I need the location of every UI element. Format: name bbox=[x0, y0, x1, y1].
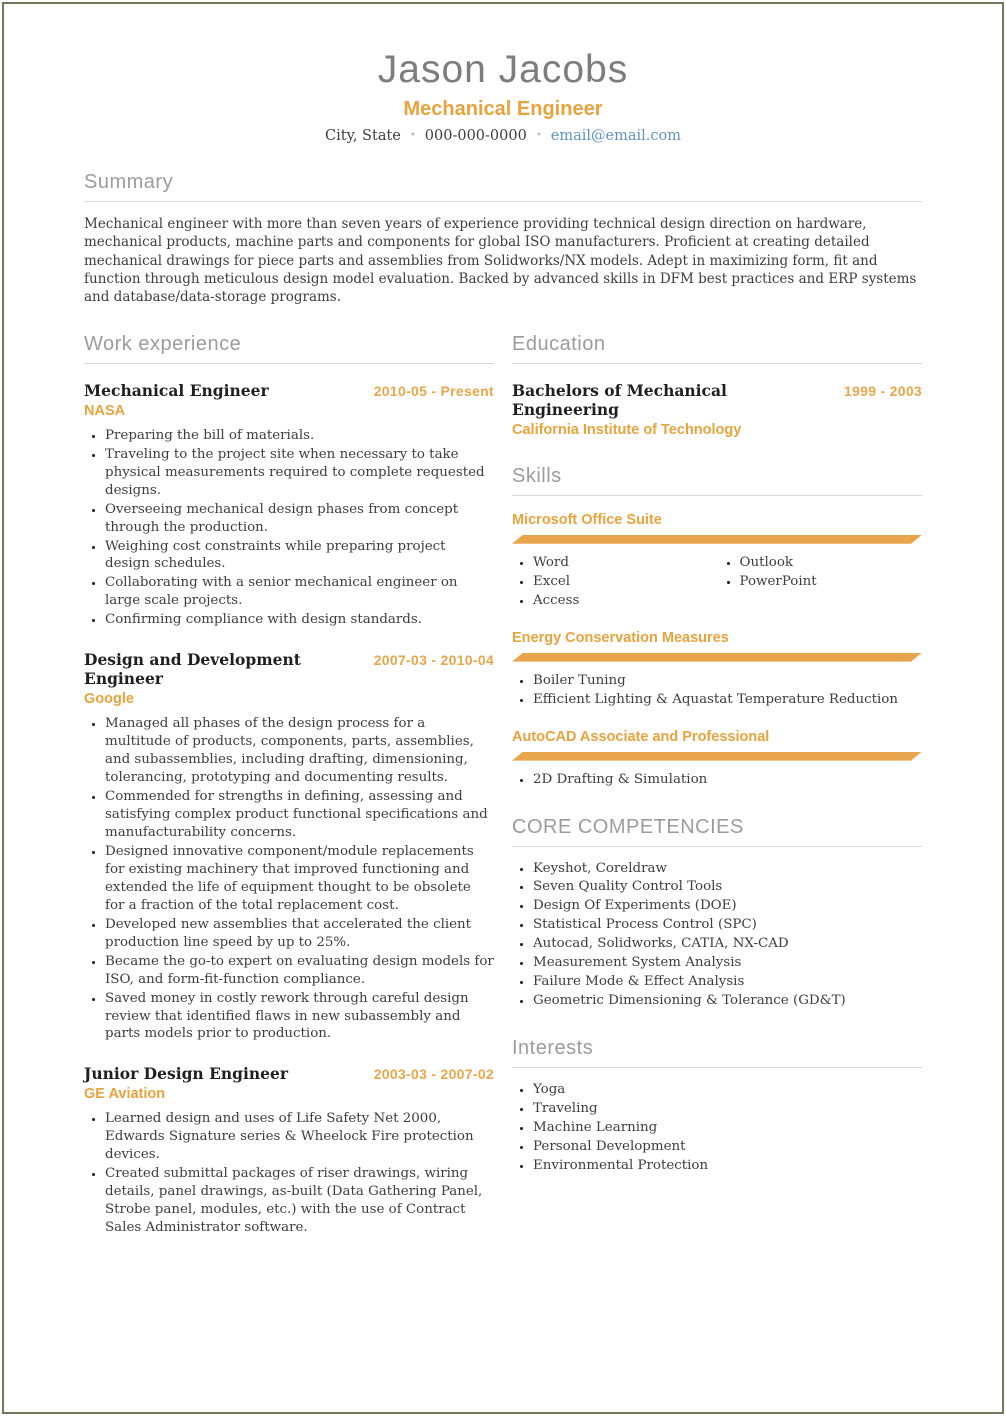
education-dates: 1999 - 2003 bbox=[843, 382, 922, 399]
education-entry bbox=[512, 381, 922, 438]
job-title: Mechanical Engineer bbox=[84, 380, 269, 400]
job-entry bbox=[84, 650, 494, 1043]
job-company: GE Aviation bbox=[84, 1086, 166, 1103]
core-competency-item: • Autocad, Solidworks, CATIA, NX-CAD bbox=[533, 935, 922, 953]
skill-item-list bbox=[512, 771, 922, 789]
summary-text: Mechanical engineer with more than seven years of experience providing technical design direction on hardware, mechanical products, machine parts and components for global ISO manufacturers. Proficient at creating detailed mechanical drawings for piece parts and assemblies from Solidworks/NX models. Adept in maximizing form, fit and function through meticulous design model evaluation. Backed by advanced skills in DFM best practices and ERP systems and database/data-storage programs. bbox=[84, 216, 917, 306]
core-competency-list bbox=[512, 860, 922, 1011]
core-competency-item: • Keyshot, Coreldraw bbox=[533, 860, 922, 878]
contact-line bbox=[84, 128, 922, 144]
job-bullet: • Collaborating with a senior mechanical engineer on large scale projects. bbox=[105, 574, 494, 610]
job-bullet-list bbox=[84, 1110, 494, 1237]
skill-item: • Outlook bbox=[740, 554, 923, 572]
job-title: Design and Development Engineer bbox=[84, 650, 301, 689]
job-bullet: • Saved money in costly rework through careful design review that identified flaws in new subassembly and parts models prior to production. bbox=[105, 990, 494, 1044]
job-bullet-list bbox=[84, 427, 494, 629]
job-bullet: • Learned design and uses of Life Safety Net 2000, Edwards Signature series & Wheelock Fire protection devices. bbox=[105, 1110, 494, 1164]
job-bullet: • Became the go-to expert on evaluating design models for ISO, and form-fit-function compliance. bbox=[105, 953, 494, 989]
job-entry bbox=[84, 381, 494, 629]
interest-item: • Personal Development bbox=[533, 1138, 922, 1156]
interest-item: • Traveling bbox=[533, 1100, 922, 1118]
education-section bbox=[512, 333, 922, 438]
core-competency-item: • Statistical Process Control (SPC) bbox=[533, 916, 922, 934]
work-experience-heading: Work experience bbox=[84, 333, 494, 364]
person-title: Mechanical Engineer bbox=[403, 98, 603, 120]
degree-title: Bachelors of Mechanical Engineering bbox=[512, 380, 727, 419]
job-bullet: • Developed new assemblies that accelerated the client production line speed by up to 25%. bbox=[105, 916, 494, 952]
interest-item: • Environmental Protection bbox=[533, 1157, 922, 1175]
skill-item: • PowerPoint bbox=[740, 573, 923, 591]
job-title: Junior Design Engineer bbox=[84, 1064, 289, 1084]
interests-section bbox=[512, 1037, 922, 1175]
job-bullet: • Weighing cost constraints while preparing project design schedules. bbox=[105, 538, 494, 574]
resume-header bbox=[84, 0, 922, 144]
skill-level-bar bbox=[512, 752, 922, 761]
job-entry bbox=[84, 1064, 494, 1237]
core-competency-item: • Seven Quality Control Tools bbox=[533, 878, 922, 896]
skill-item: • Efficient Lighting & Aquastat Temperature Reduction bbox=[533, 691, 922, 709]
job-bullet: • Overseeing mechanical design phases from concept through the production. bbox=[105, 501, 494, 537]
core-competencies-heading: CORE COMPETENCIES bbox=[512, 816, 922, 847]
job-company: Google bbox=[84, 691, 134, 708]
job-bullet: • Commended for strengths in defining, assessing and satisfying complex product functional specifications and manufacturability concerns. bbox=[105, 788, 494, 842]
skill-group bbox=[512, 729, 922, 789]
job-bullet: • Designed innovative component/module replacements for existing machinery that improved functioning and extended the life of equipment thought to be obsolete for a fraction of the total replacement cost. bbox=[105, 843, 494, 915]
summary-heading: Summary bbox=[84, 171, 922, 202]
interest-list bbox=[512, 1081, 922, 1175]
skill-item: • Boiler Tuning bbox=[533, 672, 922, 690]
skill-group bbox=[512, 630, 922, 709]
skill-name: Energy Conservation Measures bbox=[512, 629, 729, 646]
core-competency-item: • Geometric Dimensioning & Tolerance (GD&T) bbox=[533, 992, 922, 1010]
job-dates: 2007-03 - 2010-04 bbox=[373, 652, 494, 669]
job-bullet: • Traveling to the project site when necessary to take physical measurements required to complete requested designs. bbox=[105, 446, 494, 500]
education-heading: Education bbox=[512, 333, 922, 364]
contact-location: City, State bbox=[325, 128, 401, 144]
skill-item: • Access bbox=[533, 592, 716, 610]
job-dates: 2010-05 - Present bbox=[373, 382, 494, 399]
interests-heading: Interests bbox=[512, 1037, 922, 1068]
core-competency-item: • Measurement System Analysis bbox=[533, 954, 922, 972]
left-column bbox=[84, 333, 494, 1258]
core-competency-item: • Failure Mode & Effect Analysis bbox=[533, 973, 922, 991]
job-bullet: • Managed all phases of the design process for a multitude of products, components, parts, assemblies, and subassemblies, including drafting, dimensioning, tolerancing, prototyping and documenting results. bbox=[105, 715, 494, 787]
skill-group bbox=[512, 512, 922, 610]
skill-item-list bbox=[512, 554, 922, 610]
core-competency-item: • Design Of Experiments (DOE) bbox=[533, 897, 922, 915]
skill-item: • 2D Drafting & Simulation bbox=[533, 771, 922, 789]
dot-separator-icon: • bbox=[409, 130, 416, 141]
skill-name: AutoCAD Associate and Professional bbox=[512, 728, 770, 745]
school-name: California Institute of Technology bbox=[512, 421, 742, 438]
contact-phone: 000-000-0000 bbox=[424, 128, 527, 144]
summary-section bbox=[84, 171, 922, 307]
job-dates: 2003-03 - 2007-02 bbox=[373, 1066, 494, 1083]
right-column bbox=[512, 333, 922, 1258]
skill-level-bar bbox=[512, 653, 922, 662]
job-bullet: • Confirming compliance with design standards. bbox=[105, 611, 494, 629]
interest-item: • Yoga bbox=[533, 1081, 922, 1099]
email-link[interactable]: email@email.com bbox=[550, 128, 681, 144]
skill-item-list bbox=[512, 672, 922, 709]
skill-name: Microsoft Office Suite bbox=[512, 511, 662, 528]
skill-item: • Word bbox=[533, 554, 716, 572]
job-bullet-list bbox=[84, 715, 494, 1043]
skill-level-bar bbox=[512, 535, 922, 544]
skills-heading: Skills bbox=[512, 465, 922, 496]
dot-separator-icon: • bbox=[535, 130, 542, 141]
job-bullet: • Preparing the bill of materials. bbox=[105, 427, 494, 445]
skills-section bbox=[512, 465, 922, 789]
interest-item: • Machine Learning bbox=[533, 1119, 922, 1137]
job-bullet: • Created submittal packages of riser drawings, wiring details, panel drawings, as-built (Data Gathering Panel, Strobe panel, modules, etc.) with the use of Contract Sales Administrator software. bbox=[105, 1165, 494, 1237]
person-name: Jason Jacobs bbox=[377, 48, 629, 91]
skill-item: • Excel bbox=[533, 573, 716, 591]
job-company: NASA bbox=[84, 402, 126, 419]
core-competencies-section bbox=[512, 816, 922, 1011]
